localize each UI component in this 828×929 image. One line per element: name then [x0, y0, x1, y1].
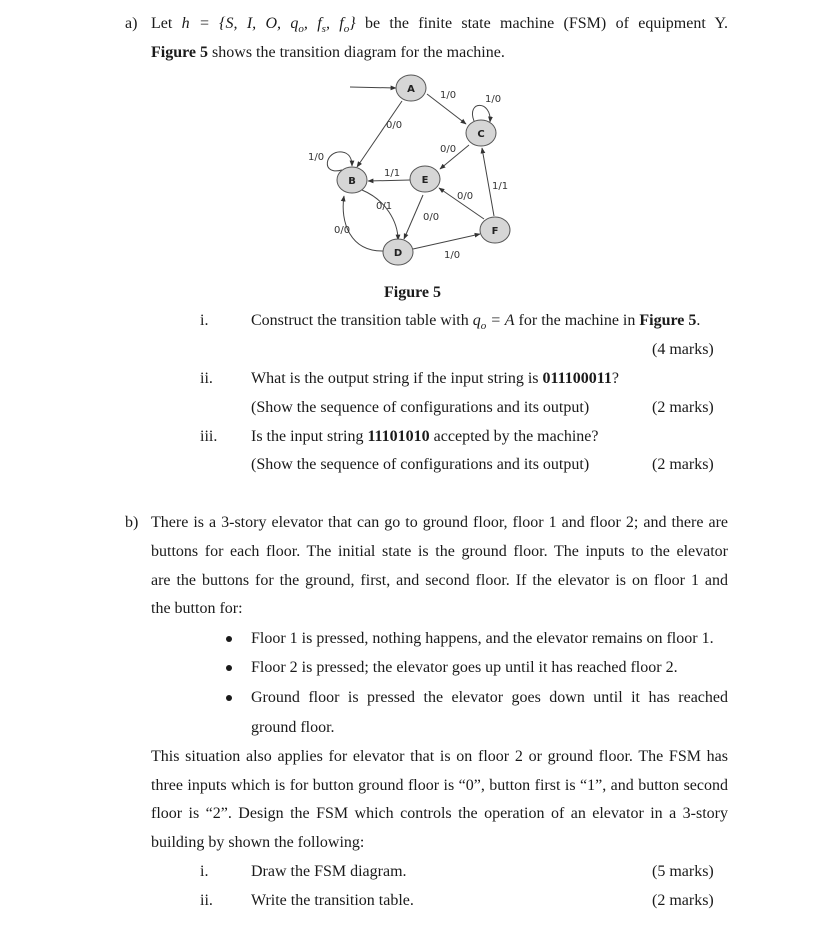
part-b-para-line-4: the button for: [151, 600, 243, 617]
label-a-c: 1/0 [440, 90, 457, 101]
question-a-iii-num: iii. [200, 428, 218, 445]
question-b-i-num: i. [200, 863, 209, 880]
part-b-para2-line-3: floor is “2”. Design the FSM which controls the operation of an elevator in a 3-story [151, 805, 728, 822]
part-b-para2-line-1: This situation also applies for elevator that is on floor 2 or ground floor. The FSM has [151, 748, 728, 765]
bullet-3-text-cont: ground floor. [251, 719, 335, 736]
label-c-loop: 1/0 [485, 94, 502, 105]
question-a-ii-marks: (2 marks) [652, 399, 714, 416]
node-c-label: C [477, 129, 485, 140]
label-e-d: 0/0 [423, 212, 440, 223]
bullet-1-text: Floor 1 is pressed, nothing happens, and the elevator remains on floor 1. [251, 630, 714, 647]
label-f-e: 0/0 [457, 191, 474, 202]
part-b-para2-line-4: building by shown the following: [151, 834, 365, 851]
part-b-para-line-2: buttons for each floor. The initial state is the ground floor. The inputs to the elevator [151, 543, 728, 560]
node-e-label: E [421, 175, 429, 186]
fsm-diagram [0, 0, 828, 300]
label-c-e: 0/0 [440, 144, 457, 155]
part-a-line-2: Figure 5 shows the transition diagram for the machine. [151, 44, 505, 61]
edge-b-d [362, 190, 398, 240]
bullet-2-dot [226, 665, 232, 671]
bullet-3-text: Ground floor is pressed the elevator goes down until it has reached [251, 689, 728, 706]
node-d-label: D [393, 248, 403, 259]
question-b-i-marks: (5 marks) [652, 863, 714, 880]
start-arrow [350, 87, 396, 88]
part-b-para2-line-2: three inputs which is for button ground floor is “0”, button first is “1”, and button second [151, 777, 728, 794]
question-b-ii-num: ii. [200, 892, 213, 909]
question-a-i-text: Construct the transition table with $q_o = A$ for the machine in Figure 5. [251, 312, 701, 333]
question-a-i-num: i. [200, 312, 209, 329]
question-b-ii-text: Write the transition table. [251, 892, 414, 909]
part-b-para-line-1: There is a 3-story elevator that can go to ground floor, floor 1 and floor 2; and there are [151, 514, 728, 531]
question-a-i-marks: (4 marks) [652, 341, 714, 358]
label-b-loop: 1/0 [308, 152, 325, 163]
node-b-label: B [348, 176, 356, 187]
part-b-para-line-3: are the buttons for the ground, first, and second floor. If the elevator is on floor 1 and [151, 572, 728, 589]
bullet-2-text: Floor 2 is pressed; the elevator goes up until it has reached floor 2. [251, 659, 678, 676]
question-a-ii-line2: (Show the sequence of configurations and its output) [251, 399, 590, 416]
label-d-f: 1/0 [444, 250, 461, 261]
node-f-label: F [491, 226, 499, 237]
node-a-label: A [407, 84, 415, 95]
edge-e-d [404, 195, 423, 239]
label-e-b: 1/1 [384, 168, 401, 179]
bullet-3-dot [226, 695, 232, 701]
edge-a-b [357, 101, 402, 167]
question-b-i-text: Draw the FSM diagram. [251, 863, 407, 880]
question-a-iii-marks: (2 marks) [652, 456, 714, 473]
edge-d-f [413, 234, 480, 249]
part-a-line-1: Let h = {S, I, O, $q_o$, $f_s$, $f_o$} be the finite state machine (FSM) of equipment Y. [151, 15, 728, 36]
question-a-iii-line2: (Show the sequence of configurations and its output) [251, 456, 590, 473]
label-b-d: 0/1 [376, 201, 393, 212]
edge-e-b [368, 180, 410, 181]
question-a-iii-text: Is the input string 11101010 accepted by the machine? [251, 428, 599, 445]
figure-caption: Figure 5 [384, 284, 442, 301]
part-b-label: b) [125, 514, 139, 531]
bullet-1-dot [226, 636, 232, 642]
question-a-ii-text: What is the output string if the input string is 011100011? [251, 370, 619, 387]
label-d-b: 0/0 [334, 225, 351, 236]
part-a-label: a) [125, 15, 138, 32]
label-f-c: 1/1 [492, 181, 509, 192]
question-b-ii-marks: (2 marks) [652, 892, 714, 909]
question-a-ii-num: ii. [200, 370, 213, 387]
label-a-b: 0/0 [386, 120, 403, 131]
